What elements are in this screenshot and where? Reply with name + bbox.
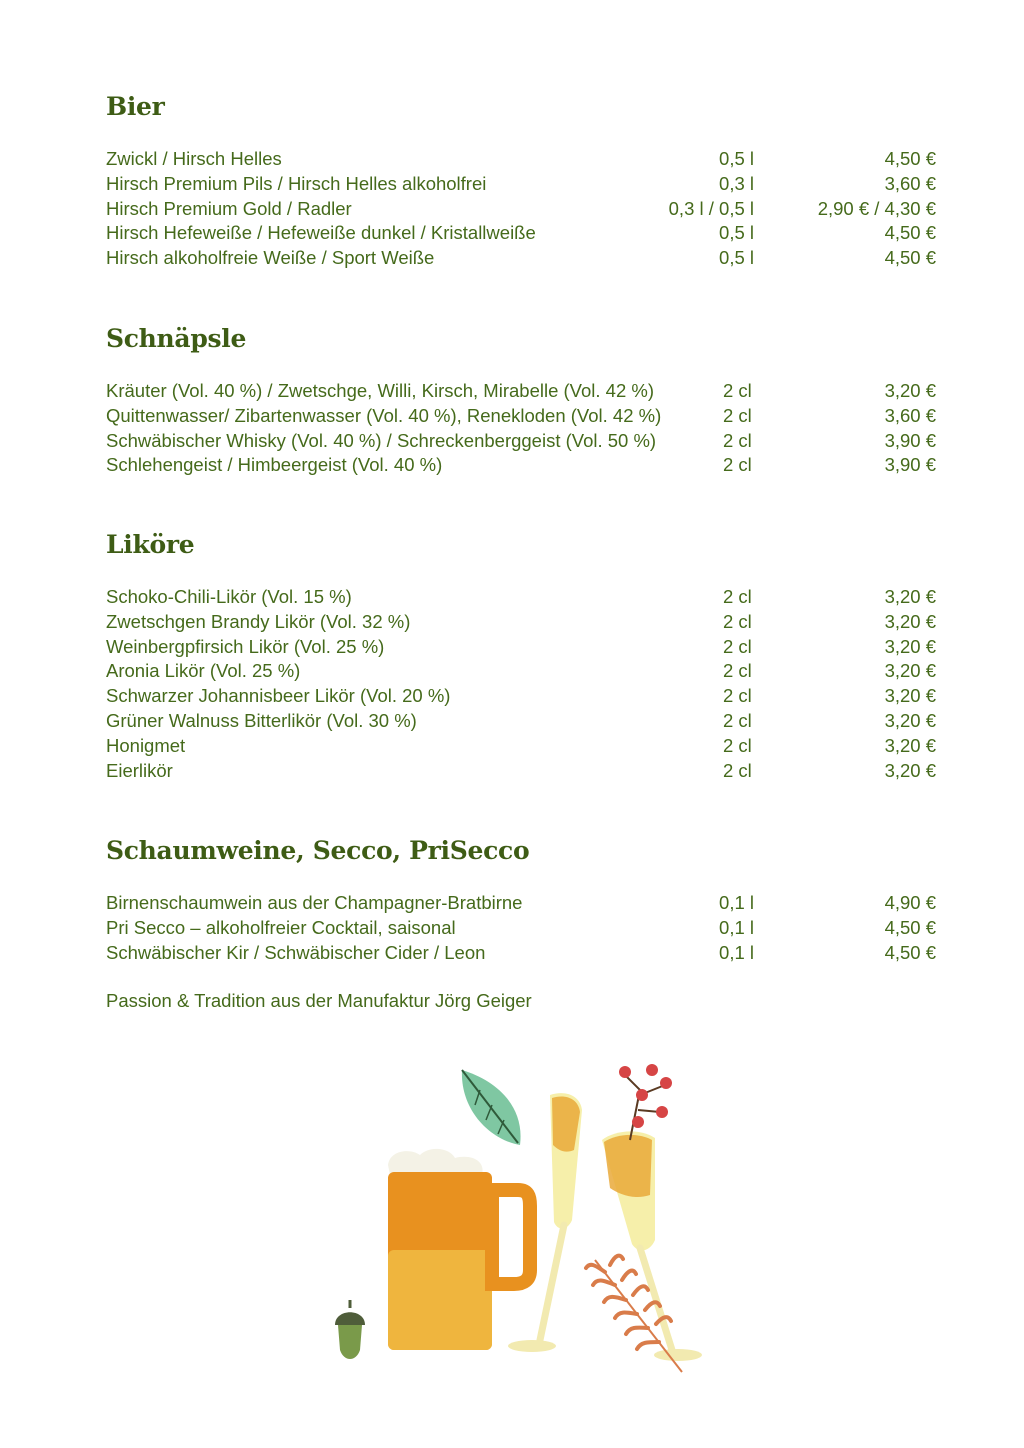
- item-name: Quittenwasser/ Zibartenwasser (Vol. 40 %), Renekloden (Vol. 42 %): [106, 404, 662, 426]
- item-name: Zwetschgen Brandy Likör (Vol. 32 %): [106, 610, 411, 632]
- item-price: 3,20 €: [884, 586, 936, 607]
- section-schaumweine: [106, 836, 936, 965]
- section-title: Liköre: [106, 530, 195, 559]
- item-price: 3,90 €: [884, 454, 936, 476]
- champagne-glass-icon: [602, 1131, 702, 1361]
- menu-list: [106, 585, 936, 783]
- menu-item: [106, 891, 936, 916]
- item-volume: 2 cl: [723, 685, 752, 707]
- menu-item: [106, 246, 936, 271]
- item-volume: 2 cl: [723, 635, 752, 657]
- item-price: 4,50 €: [884, 916, 936, 938]
- berries-icon: [619, 1064, 672, 1140]
- menu-item: [106, 709, 936, 734]
- item-price: 3,20 €: [884, 660, 936, 682]
- menu-item: [106, 734, 936, 759]
- item-name: Kräuter (Vol. 40 %) / Zwetschge, Willi, Kirsch, Mirabelle (Vol. 42 %): [106, 380, 654, 401]
- section-title: Schnäpsle: [106, 324, 247, 353]
- item-volume: 2 cl: [723, 709, 752, 731]
- item-volume: 0,5 l: [719, 148, 754, 169]
- item-volume: 2 cl: [723, 404, 752, 426]
- menu-list: [106, 379, 936, 478]
- acorn-icon: [335, 1300, 365, 1359]
- fern-icon: [586, 1256, 682, 1372]
- section-title: Bier: [106, 92, 165, 121]
- item-name: Schwäbischer Whisky (Vol. 40 %) / Schreckenberggeist (Vol. 50 %): [106, 429, 657, 451]
- menu-item: [106, 453, 936, 478]
- item-price: 3,20 €: [884, 380, 936, 401]
- item-name: Hirsch Premium Gold / Radler: [106, 197, 352, 219]
- item-volume: 2 cl: [723, 734, 752, 756]
- item-name: Hirsch Premium Pils / Hirsch Helles alkoholfrei: [106, 172, 487, 194]
- item-price: 4,90 €: [884, 892, 936, 913]
- item-price: 3,20 €: [884, 635, 936, 657]
- menu-item: [106, 197, 936, 222]
- menu-item: [106, 172, 936, 197]
- menu-item: [106, 147, 936, 172]
- menu-item: [106, 941, 936, 966]
- item-volume: 0,3 l: [719, 172, 754, 194]
- item-volume: 2 cl: [723, 380, 752, 401]
- item-price: 3,60 €: [884, 404, 936, 426]
- item-volume: 2 cl: [723, 454, 752, 476]
- item-volume: 0,5 l: [719, 222, 754, 244]
- menu-item: [106, 635, 936, 660]
- item-name: Zwickl / Hirsch Helles: [106, 148, 282, 169]
- item-volume: 2 cl: [723, 759, 752, 781]
- menu-item: [106, 684, 936, 709]
- item-price: 3,90 €: [884, 429, 936, 451]
- menu-list: [106, 891, 936, 965]
- item-volume: 0,1 l: [719, 892, 754, 913]
- item-price: 2,90 € / 4,30 €: [817, 197, 936, 219]
- item-name: Schoko-Chili-Likör (Vol. 15 %): [106, 586, 352, 607]
- menu-item: [106, 916, 936, 941]
- menu-item: [106, 429, 936, 454]
- menu-item: [106, 610, 936, 635]
- item-price: 3,20 €: [884, 759, 936, 781]
- item-price: 4,50 €: [884, 247, 936, 269]
- item-volume: 2 cl: [723, 429, 752, 451]
- item-price: 4,50 €: [884, 222, 936, 244]
- section-bier: [106, 92, 936, 271]
- item-name: Schwarzer Johannisbeer Likör (Vol. 20 %): [106, 685, 451, 707]
- menu-item: [106, 585, 936, 610]
- item-name: Birnenschaumwein aus der Champagner-Bratbirne: [106, 892, 523, 913]
- leaf-icon: [462, 1070, 521, 1145]
- section-schnaepsle: [106, 324, 936, 478]
- item-name: Pri Secco – alkoholfreier Cocktail, saisonal: [106, 916, 456, 938]
- item-price: 3,20 €: [884, 610, 936, 632]
- menu-item: [106, 759, 936, 784]
- menu-list: [106, 147, 936, 271]
- item-volume: 2 cl: [723, 610, 752, 632]
- item-volume: 0,5 l: [719, 247, 754, 269]
- item-price: 4,50 €: [884, 941, 936, 963]
- item-price: 3,20 €: [884, 734, 936, 756]
- item-volume: 0,1 l: [719, 916, 754, 938]
- menu-item: [106, 221, 936, 246]
- item-price: 3,60 €: [884, 172, 936, 194]
- item-name: Schwäbischer Kir / Schwäbischer Cider / Leon: [106, 941, 486, 963]
- item-price: 3,20 €: [884, 685, 936, 707]
- item-name: Schlehengeist / Himbeergeist (Vol. 40 %): [106, 454, 443, 476]
- item-name: Grüner Walnuss Bitterlikör (Vol. 30 %): [106, 709, 417, 731]
- item-volume: 0,1 l: [719, 941, 754, 963]
- item-price: 4,50 €: [884, 148, 936, 169]
- item-name: Hirsch alkoholfreie Weiße / Sport Weiße: [106, 247, 435, 269]
- section-title: Schaumweine, Secco, PriSecco: [106, 836, 530, 865]
- section-likoere: [106, 530, 936, 783]
- menu-item: [106, 659, 936, 684]
- menu-item: [106, 404, 936, 429]
- item-price: 3,20 €: [884, 709, 936, 731]
- item-volume: 2 cl: [723, 660, 752, 682]
- menu-item: [106, 379, 936, 404]
- item-volume: 2 cl: [723, 586, 752, 607]
- manufaktur-note: Passion & Tradition aus der Manufaktur Jörg Geiger: [106, 990, 532, 1011]
- drinks-illustration: [310, 1050, 730, 1390]
- item-name: Aronia Likör (Vol. 25 %): [106, 660, 301, 682]
- item-name: Honigmet: [106, 734, 186, 756]
- item-volume: 0,3 l / 0,5 l: [668, 197, 754, 219]
- item-name: Weinbergpfirsich Likör (Vol. 25 %): [106, 635, 385, 657]
- item-name: Hirsch Hefeweiße / Hefeweiße dunkel / Kristallweiße: [106, 222, 536, 244]
- item-name: Eierlikör: [106, 759, 173, 781]
- beer-mug-icon: [388, 1149, 530, 1350]
